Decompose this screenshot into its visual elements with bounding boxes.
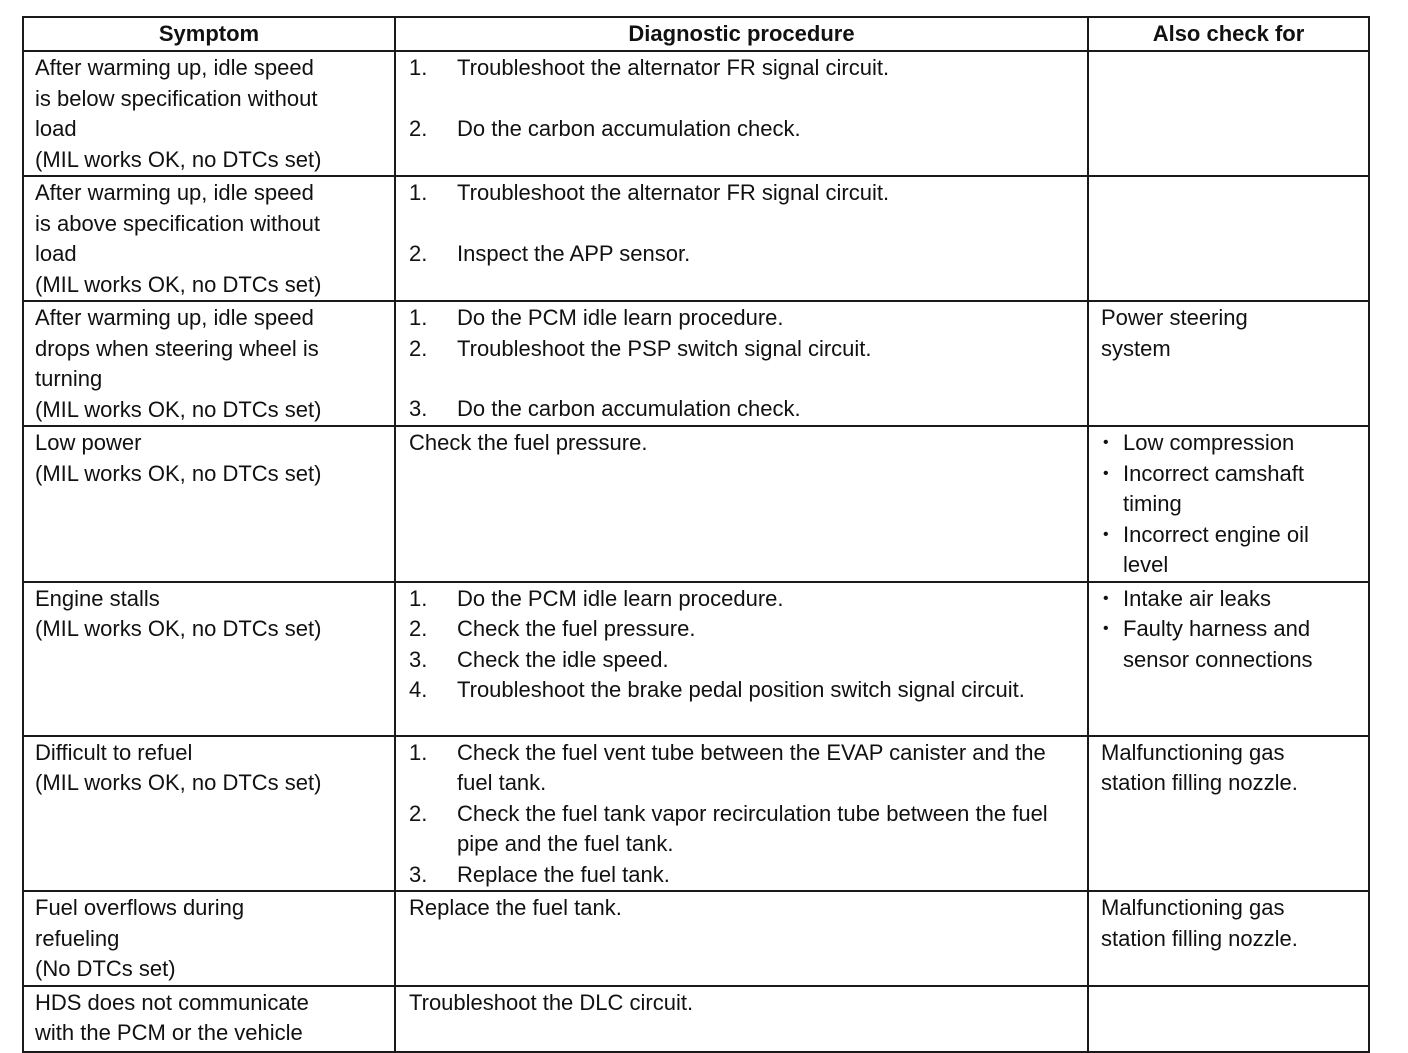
- procedure-text: Troubleshoot the DLC circuit.: [409, 989, 694, 1015]
- symptom-line: is below specification without: [35, 85, 318, 111]
- symptom-line: turning: [35, 366, 103, 391]
- procedure-step: [409, 738, 1079, 799]
- step-text: Do the carbon accumulation check.: [457, 396, 801, 421]
- symptom-line: After warming up, idle speed: [35, 55, 314, 80]
- step-number: 2.: [409, 800, 428, 826]
- step-number: 1.: [409, 739, 428, 765]
- also-check-line: station filling nozzle.: [1101, 925, 1298, 951]
- table-row: [23, 986, 1369, 1052]
- symptom-line: (MIL works OK, no DTCs set): [35, 396, 322, 422]
- step-text: Do the PCM idle learn procedure.: [457, 305, 784, 330]
- procedure-cell: [395, 891, 1088, 986]
- procedure-step: [409, 860, 1079, 891]
- procedure-step: [409, 675, 1079, 706]
- procedure-cell: [395, 426, 1088, 582]
- step-text: Check the fuel tank vapor recirculation tube between the fuel pipe and the fuel tank.: [457, 800, 1048, 856]
- procedure-cell: [395, 582, 1088, 736]
- also-check-cell: [1088, 426, 1369, 582]
- procedure-step: [409, 584, 1079, 615]
- step-number: 1.: [409, 55, 428, 80]
- table-row: [23, 301, 1369, 426]
- also-check-line: system: [1101, 335, 1171, 361]
- step-number: 2.: [409, 240, 428, 266]
- symptom-cell: [23, 51, 395, 176]
- procedure-cell: [395, 986, 1088, 1052]
- also-check-cell: [1088, 176, 1369, 301]
- step-number: 3.: [409, 861, 428, 887]
- step-text: Troubleshoot the alternator FR signal circuit.: [457, 55, 890, 80]
- procedure-step: [409, 799, 1079, 860]
- also-check-item: • Incorrect engine oil level: [1101, 520, 1360, 581]
- symptom-cell: [23, 176, 395, 301]
- procedure-steps: [409, 303, 1079, 425]
- header-row: [23, 17, 1369, 51]
- also-check-cell: [1088, 891, 1369, 986]
- also-check-list: [1101, 584, 1360, 676]
- step-number: 3.: [409, 396, 428, 421]
- symptom-cell: [23, 891, 395, 986]
- symptom-line: Engine stalls: [35, 585, 160, 611]
- procedure-cell: [395, 301, 1088, 426]
- step-number: 1.: [409, 305, 428, 330]
- also-check-cell: [1088, 51, 1369, 176]
- step-text: Check the fuel pressure.: [457, 616, 696, 641]
- symptom-cell: [23, 986, 395, 1052]
- step-text: Troubleshoot the PSP switch signal circuit.: [457, 335, 872, 361]
- also-check-line: Malfunctioning gas: [1101, 739, 1285, 765]
- symptom-line: load: [35, 116, 77, 141]
- header-also-check-for: Also check for: [1088, 17, 1369, 51]
- procedure-step: [409, 303, 1079, 334]
- symptom-cell: [23, 582, 395, 736]
- symptom-line: After warming up, idle speed: [35, 180, 314, 205]
- procedure-cell: [395, 736, 1088, 892]
- step-text: Check the fuel vent tube between the EVAP canister and the fuel tank.: [457, 739, 1046, 795]
- header-symptom: Symptom: [23, 17, 395, 51]
- procedure-step: [409, 178, 1079, 209]
- symptom-line: with the PCM or the vehicle: [35, 1020, 303, 1045]
- table-row: [23, 426, 1369, 582]
- symptom-line: Difficult to refuel: [35, 739, 193, 765]
- step-number: 2.: [409, 616, 428, 641]
- step-text: Inspect the APP sensor.: [457, 240, 691, 266]
- also-check-line: Malfunctioning gas: [1101, 895, 1285, 920]
- symptom-line: refueling: [35, 925, 120, 951]
- procedure-steps: [409, 584, 1079, 706]
- procedure-text: Check the fuel pressure.: [409, 430, 648, 455]
- step-number: 2.: [409, 115, 428, 141]
- step-text: Do the PCM idle learn procedure.: [457, 585, 784, 611]
- symptom-line: drops when steering wheel is: [35, 335, 319, 361]
- procedure-step: [409, 645, 1079, 676]
- step-text: Troubleshoot the brake pedal position switch signal circuit.: [457, 677, 1025, 702]
- procedure-steps: [409, 53, 1079, 144]
- step-text: Troubleshoot the alternator FR signal circuit.: [457, 180, 890, 205]
- symptom-line: (MIL works OK, no DTCs set): [35, 146, 322, 172]
- symptom-cell: [23, 301, 395, 426]
- step-number: 1.: [409, 585, 428, 611]
- step-text: Replace the fuel tank.: [457, 861, 670, 887]
- step-number: 3.: [409, 646, 428, 672]
- procedure-step: [409, 614, 1079, 645]
- symptom-line: Low power: [35, 430, 142, 455]
- also-check-cell: [1088, 582, 1369, 736]
- symptom-line: load: [35, 241, 77, 266]
- procedure-text: Replace the fuel tank.: [409, 895, 622, 920]
- also-check-item: • Low compression: [1101, 428, 1360, 459]
- symptom-line: (MIL works OK, no DTCs set): [35, 616, 322, 641]
- table-row: [23, 176, 1369, 301]
- symptom-line: (MIL works OK, no DTCs set): [35, 271, 322, 297]
- symptom-cell: [23, 736, 395, 892]
- procedure-steps: [409, 178, 1079, 269]
- table-row: [23, 582, 1369, 736]
- procedure-cell: [395, 176, 1088, 301]
- also-check-cell: [1088, 301, 1369, 426]
- also-check-list: [1101, 428, 1360, 581]
- table-row: [23, 891, 1369, 986]
- step-number: 2.: [409, 335, 428, 361]
- table-row: [23, 736, 1369, 892]
- header-diagnostic-procedure: Diagnostic procedure: [395, 17, 1088, 51]
- procedure-step: [409, 114, 1079, 145]
- step-text: Do the carbon accumulation check.: [457, 115, 801, 141]
- also-check-item: • Faulty harness and sensor connections: [1101, 614, 1360, 675]
- procedure-step: [409, 334, 1079, 365]
- step-text: Check the idle speed.: [457, 646, 669, 672]
- symptom-line: is above specification without: [35, 210, 320, 236]
- symptom-cell: [23, 426, 395, 582]
- step-number: 4.: [409, 677, 428, 702]
- symptom-line: HDS does not communicate: [35, 989, 309, 1015]
- symptom-line: After warming up, idle speed: [35, 305, 314, 330]
- procedure-steps: [409, 738, 1079, 891]
- procedure-cell: [395, 51, 1088, 176]
- symptom-line: (MIL works OK, no DTCs set): [35, 770, 322, 795]
- procedure-step: [409, 394, 1079, 425]
- symptom-line: (No DTCs set): [35, 956, 176, 981]
- also-check-line: Power steering: [1101, 305, 1248, 330]
- also-check-item: • Incorrect camshaft timing: [1101, 459, 1360, 520]
- step-number: 1.: [409, 180, 428, 205]
- procedure-step: [409, 53, 1079, 84]
- diagnostic-table: [22, 16, 1370, 1053]
- symptom-line: Fuel overflows during: [35, 895, 245, 920]
- symptom-line: (MIL works OK, no DTCs set): [35, 460, 322, 486]
- procedure-step: [409, 239, 1079, 270]
- also-check-item: • Intake air leaks: [1101, 584, 1360, 615]
- also-check-cell: [1088, 986, 1369, 1052]
- also-check-line: station filling nozzle.: [1101, 770, 1298, 795]
- table-row: [23, 51, 1369, 176]
- also-check-cell: [1088, 736, 1369, 892]
